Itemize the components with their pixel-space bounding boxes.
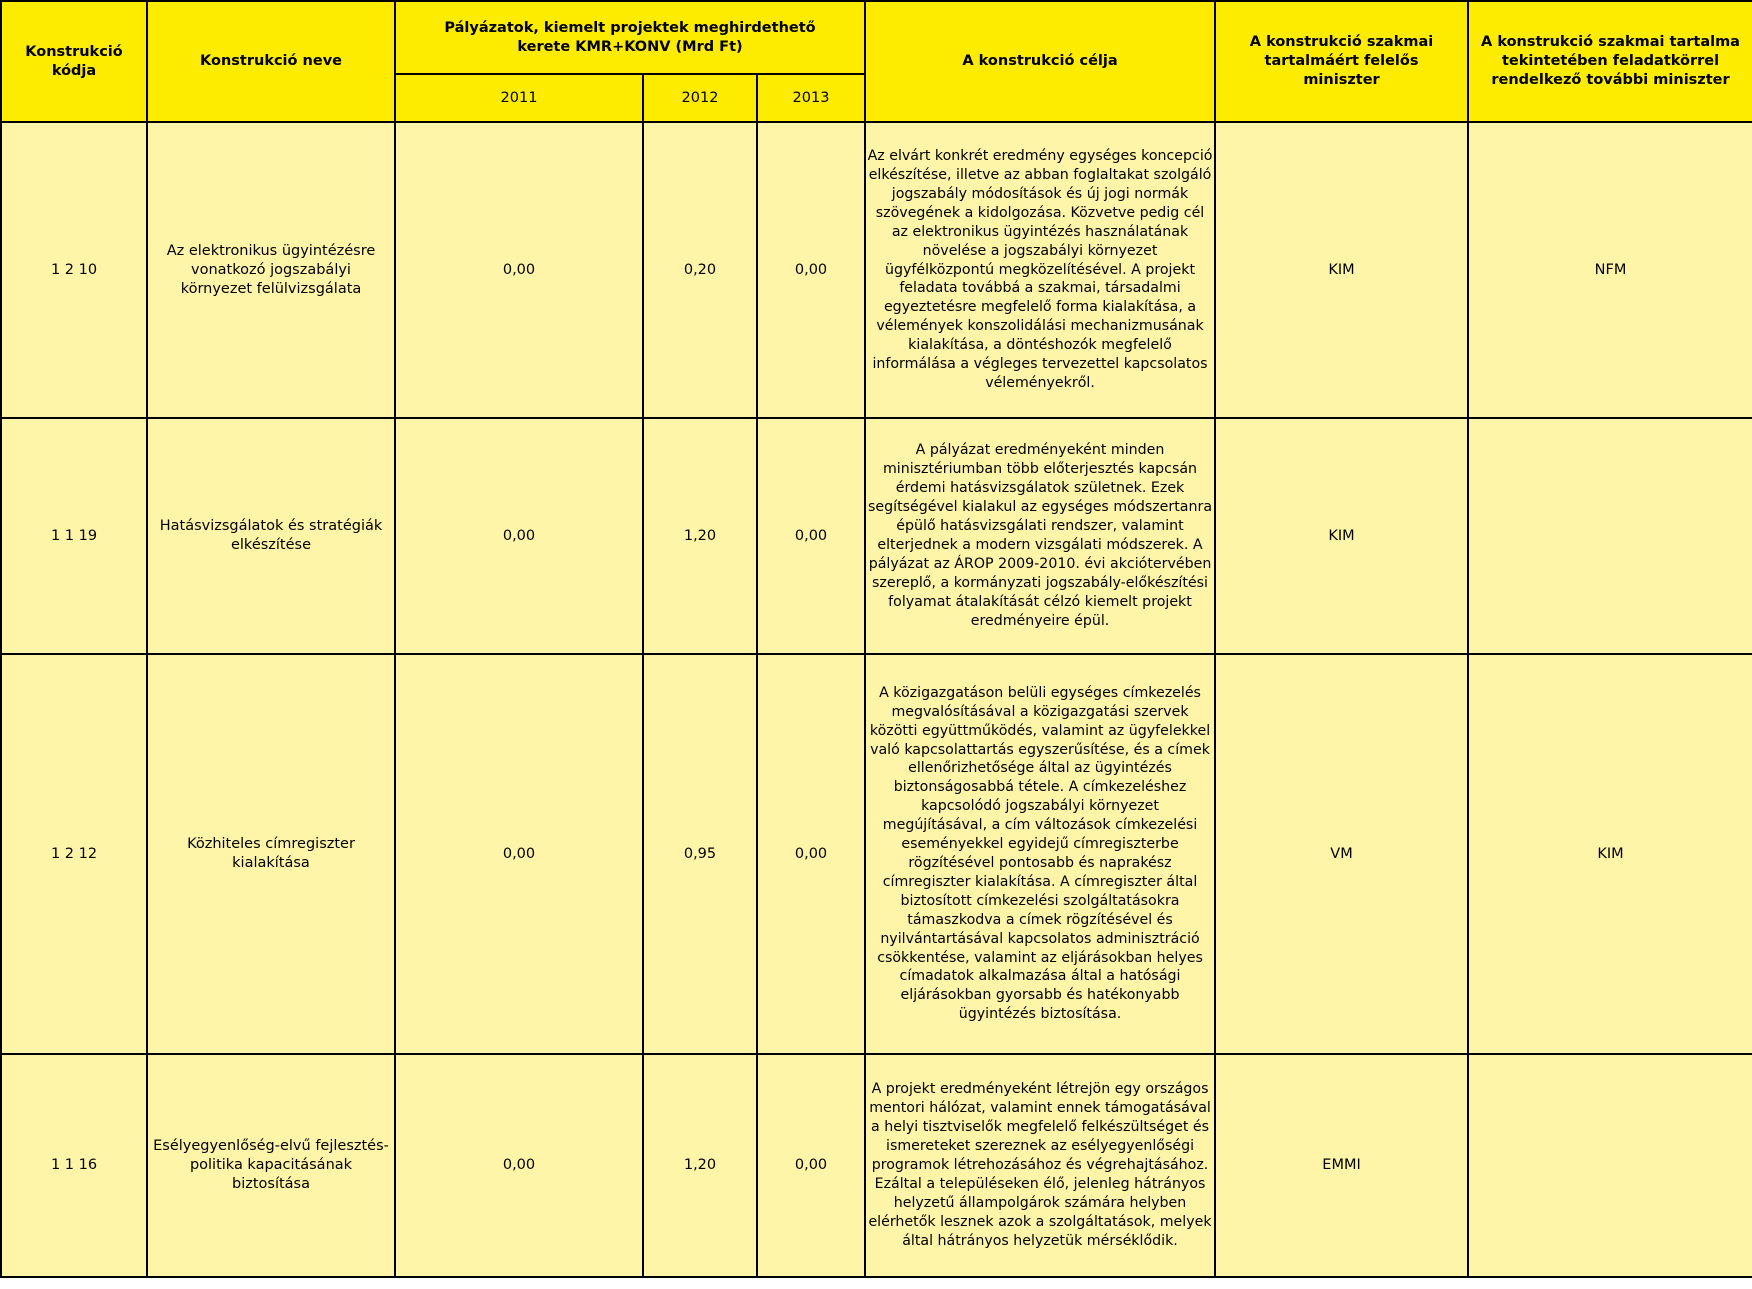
cell-goal: Az elvárt konkrét eredmény egységes koncepció elkészítése, illetve az abban foglaltakat szolgáló jogszabály módosítások és új jogi normák szövegének a kidolgozása. Közvetve pedig cél az elektronikus ügyintézés használatának növelése a jogszabályi környezet ügyfélközpontú megközelítésével. A projekt feladata továbbá a szakmai, társadalmi egyeztetésre megfelelő forma kialakítása, a vélemények konszolidálási mechanizmusának kialakítása, a döntéshozók megfelelő informálása a végleges tervezettel kapcsolatos véleményekről. (865, 122, 1215, 418)
header-year-2011: 2011 (395, 74, 643, 122)
cell-2013: 0,00 (757, 1054, 865, 1277)
cell-minister: EMMI (1215, 1054, 1468, 1277)
cell-code: 1 2 12 (1, 654, 147, 1054)
cell-other-minister (1468, 1054, 1752, 1277)
cell-2012: 1,20 (643, 1054, 757, 1277)
table-row (1, 122, 1752, 418)
table-row (1, 1054, 1752, 1277)
cell-other-minister: NFM (1468, 122, 1752, 418)
cell-2013: 0,00 (757, 418, 865, 654)
cell-minister: KIM (1215, 418, 1468, 654)
cell-code: 1 2 10 (1, 122, 147, 418)
table-row (1, 418, 1752, 654)
cell-name: Az elektronikus ügyintézésre vonatkozó jogszabályi környezet felülvizsgálata (147, 122, 395, 418)
cell-2011: 0,00 (395, 654, 643, 1054)
cell-name: Közhiteles címregiszter kialakítása (147, 654, 395, 1054)
header-other-minister: A konstrukció szakmai tartalma tekintetében feladatkörrel rendelkező további miniszter (1468, 1, 1752, 122)
table-row (1, 654, 1752, 1054)
header-year-2012: 2012 (643, 74, 757, 122)
cell-other-minister (1468, 418, 1752, 654)
cell-2011: 0,00 (395, 418, 643, 654)
cell-2012: 0,20 (643, 122, 757, 418)
cell-name: Hatásvizsgálatok és stratégiák elkészítése (147, 418, 395, 654)
header-frame: Pályázatok, kiemelt projektek meghirdethető kerete KMR+KONV (Mrd Ft) (395, 1, 865, 74)
cell-2012: 1,20 (643, 418, 757, 654)
cell-goal: A pályázat eredményeként minden minisztériumban több előterjesztés kapcsán érdemi hatásvizsgálatok születnek. Ezek segítségével kialakul az egységes módszertanra épülő hatásvizsgálati rendszer, valamint elterjednek a modern vizsgálati módszerek. A pályázat az ÁROP 2009-2010. évi akciótervében szereplő, a kormányzati jogszabály-előkészítési folyamat átalakítását célzó kiemelt projekt eredményeire épül. (865, 418, 1215, 654)
cell-name: Esélyegyenlőség-elvű fejlesztés-politika kapacitásának biztosítása (147, 1054, 395, 1277)
cell-2011: 0,00 (395, 1054, 643, 1277)
cell-minister: VM (1215, 654, 1468, 1054)
cell-2011: 0,00 (395, 122, 643, 418)
cell-minister: KIM (1215, 122, 1468, 418)
header-year-2013: 2013 (757, 74, 865, 122)
cell-goal: A projekt eredményeként létrejön egy országos mentori hálózat, valamint ennek támogatásával a helyi tisztviselők megfelelő felkészültséget és ismereteket szereznek az esélyegyenlőségi programok létrehozásához és végrehajtásához. Ezáltal a településeken élő, jelenleg hátrányos helyzetű állampolgárok számára helyben elérhetők lesznek azok a szolgáltatások, melyek által hátrányos helyzetük mérséklődik. (865, 1054, 1215, 1277)
cell-goal: A közigazgatáson belüli egységes címkezelés megvalósításával a közigazgatási szervek közötti együttműködés, valamint az ügyfelekkel való kapcsolattartás egyszerűsítése, és a címek ellenőrizhetősége által az ügyintézés biztonságosabbá tétele. A címkezeléshez kapcsolódó jogszabályi környezet megújításával, a cím változások címkezelési eseményekkel egyidejű címregiszterbe rögzítésével pontosabb és naprakész címregiszter kialakítása. A címregiszter által biztosított címkezelési szolgáltatásokra támaszkodva a címek rögzítésével és nyilvántartásával kapcsolatos adminisztráció csökkentése, valamint az eljárásokban helyes címadatok alkalmazása által a hatósági eljárásokban gyorsabb és hatékonyabb ügyintézés biztosítása. (865, 654, 1215, 1054)
cell-other-minister: KIM (1468, 654, 1752, 1054)
cell-2013: 0,00 (757, 654, 865, 1054)
header-name: Konstrukció neve (147, 1, 395, 122)
cell-2012: 0,95 (643, 654, 757, 1054)
cell-code: 1 1 16 (1, 1054, 147, 1277)
header-code: Konstrukció kódja (1, 1, 147, 122)
header-minister: A konstrukció szakmai tartalmáért felelős miniszter (1215, 1, 1468, 122)
cell-code: 1 1 19 (1, 418, 147, 654)
cell-2013: 0,00 (757, 122, 865, 418)
header-goal: A konstrukció célja (865, 1, 1215, 122)
